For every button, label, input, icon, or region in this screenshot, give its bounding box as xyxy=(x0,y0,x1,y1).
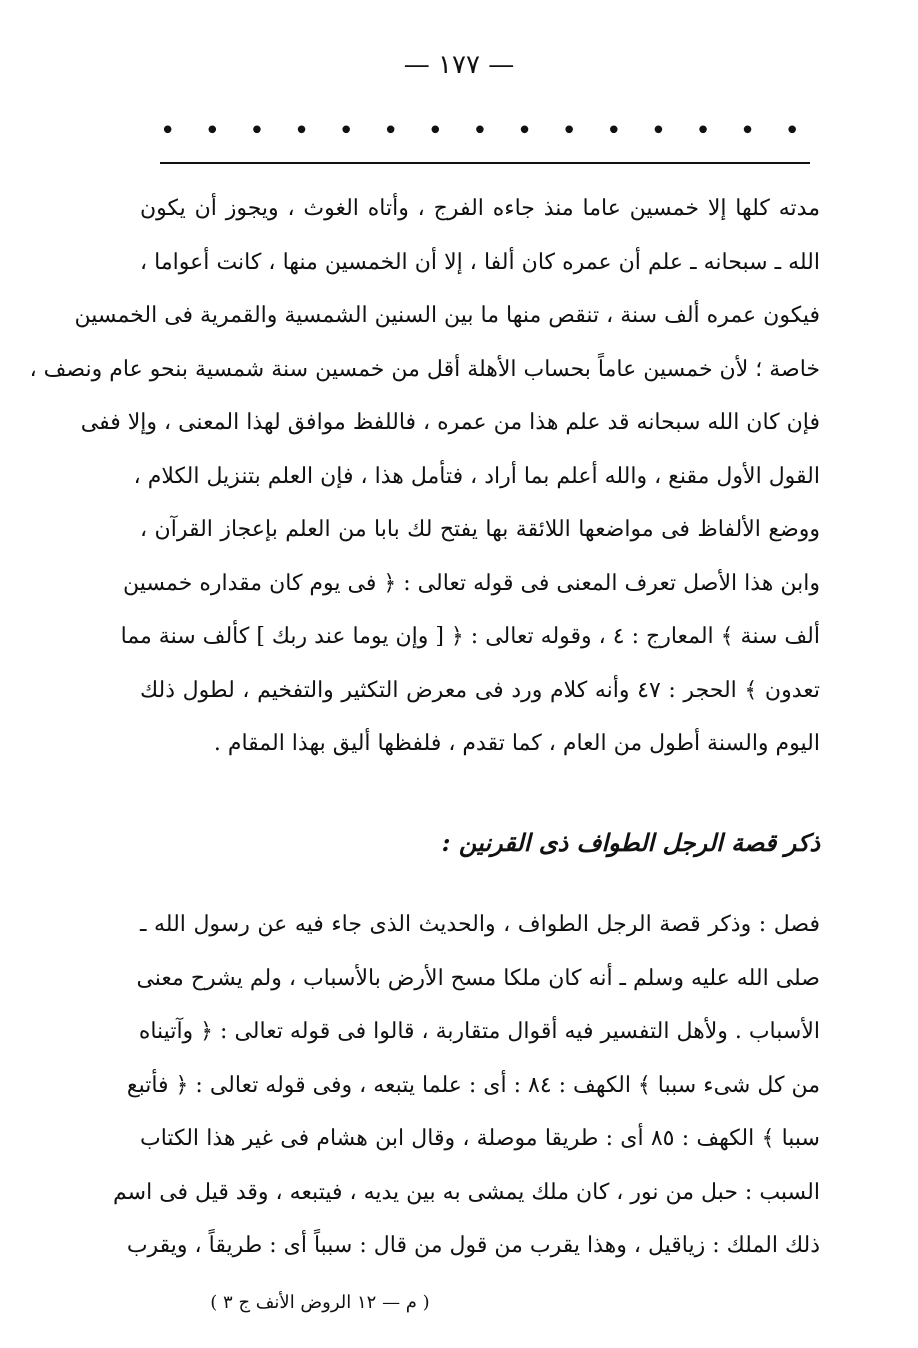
paragraph-1 xyxy=(29,182,820,771)
paragraph-line: خاصة ؛ لأن خمسين عاماً بحساب الأهلة أقل من خمسين سنة شمسية بنحو عام ونصف ، xyxy=(29,356,820,382)
paragraph-2 xyxy=(113,898,820,1273)
separator-dot: • xyxy=(606,116,622,146)
paragraph-line: القول الأول مقنع ، والله أعلم بما أراد ، فتأمل هذا ، فإن العلم بتنزيل الكلام ، xyxy=(133,463,820,489)
separator-dot: • xyxy=(695,116,711,146)
paragraph-line: فصل : وذكر قصة الرجل الطواف ، والحديث الذى جاء فيه عن رسول الله ـ xyxy=(140,912,820,937)
paragraph-line: السبب : حبل من نور ، كان ملك يمشى به بين يديه ، فيتبعه ، وقد قيل فى اسم xyxy=(113,1179,820,1205)
paragraph-line: من كل شىء سببا ﴾ الكهف : ٨٤ : أى : علما يتبعه ، وفى قوله تعالى : ﴿ فأتبع xyxy=(126,1072,820,1098)
separator-dot: • xyxy=(650,116,667,146)
separator-dot: • xyxy=(472,116,488,146)
paragraph-line: وابن هذا الأصل تعرف المعنى فى قوله تعالى : ﴿ فى يوم كان مقداره خمسين xyxy=(123,570,820,596)
separator-dot: • xyxy=(784,116,800,146)
separator-dot: • xyxy=(160,116,176,146)
separator-dot: • xyxy=(338,116,354,146)
separator-dot: • xyxy=(427,116,443,146)
paragraph-line: ووضع الألفاظ فى مواضعها اللائقة بها يفتح لك بابا من العلم بإعجاز القرآن ، xyxy=(140,517,820,542)
separator-dots xyxy=(160,118,800,144)
separator-dot: • xyxy=(249,116,265,146)
separator-dot: • xyxy=(204,116,220,146)
paragraph-line: ألف سنة ﴾ المعارج : ٤ ، وقوله تعالى : ﴿ [ وإن يوما عند ربك ] كألف سنة مما xyxy=(120,624,820,649)
paragraph-line: فيكون عمره ألف سنة ، تنقص منها ما بين السنين الشمسية والقمرية فى الخمسين xyxy=(74,303,820,328)
paragraph-line: مدته كلها إلا خمسين عاما منذ جاءه الفرج ، وأتاه الغوث ، ويجوز أن يكون xyxy=(140,196,820,221)
section-heading: ذكر قصة الرجل الطواف ذى القرنين : xyxy=(441,828,820,857)
separator-rule xyxy=(160,162,810,164)
paragraph-line: اليوم والسنة أطول من العام ، كما تقدم ، فلفظها أليق بهذا المقام . xyxy=(213,731,820,756)
page-number: — ١٧٧ — xyxy=(403,50,515,80)
separator-dot: • xyxy=(383,116,399,146)
paragraph-line: صلى الله عليه وسلم ـ أنه كان ملكا مسح الأرض بالأسباب ، ولم يشرح معنى xyxy=(136,965,820,991)
separator-dot: • xyxy=(561,116,577,146)
paragraph-line: تعدون ﴾ الحجر : ٤٧ وأنه كلام ورد فى معرض التكثير والتفخيم ، لطول ذلك xyxy=(140,677,820,703)
paragraph-line: الأسباب . ولأهل التفسير فيه أقوال متقاربة ، قالوا فى قوله تعالى : ﴿ وآتيناه xyxy=(138,1019,820,1044)
footer-reference: ( م — ١٢ الروض الأنف ج ٣ ) xyxy=(210,1292,430,1313)
separator-dot: • xyxy=(739,116,756,146)
separator-dot: • xyxy=(293,116,310,146)
paragraph-line: الله ـ سبحانه ـ علم أن عمره كان ألفا ، إلا أن الخمسين منها ، كانت أعواما ، xyxy=(140,249,820,275)
separator-dot: • xyxy=(516,116,533,146)
paragraph-line: سببا ﴾ الكهف : ٨٥ أى : طريقا موصلة ، وقال ابن هشام فى غير هذا الكتاب xyxy=(140,1126,820,1151)
paragraph-line: ذلك الملك : زياقيل ، وهذا يقرب من قول من قال : سبباً أى : طريقاً ، ويقرب xyxy=(126,1233,820,1258)
paragraph-line: فإن كان الله سبحانه قد علم هذا من عمره ، فاللفظ موافق لهذا المعنى ، وإلا ففى xyxy=(80,410,820,435)
